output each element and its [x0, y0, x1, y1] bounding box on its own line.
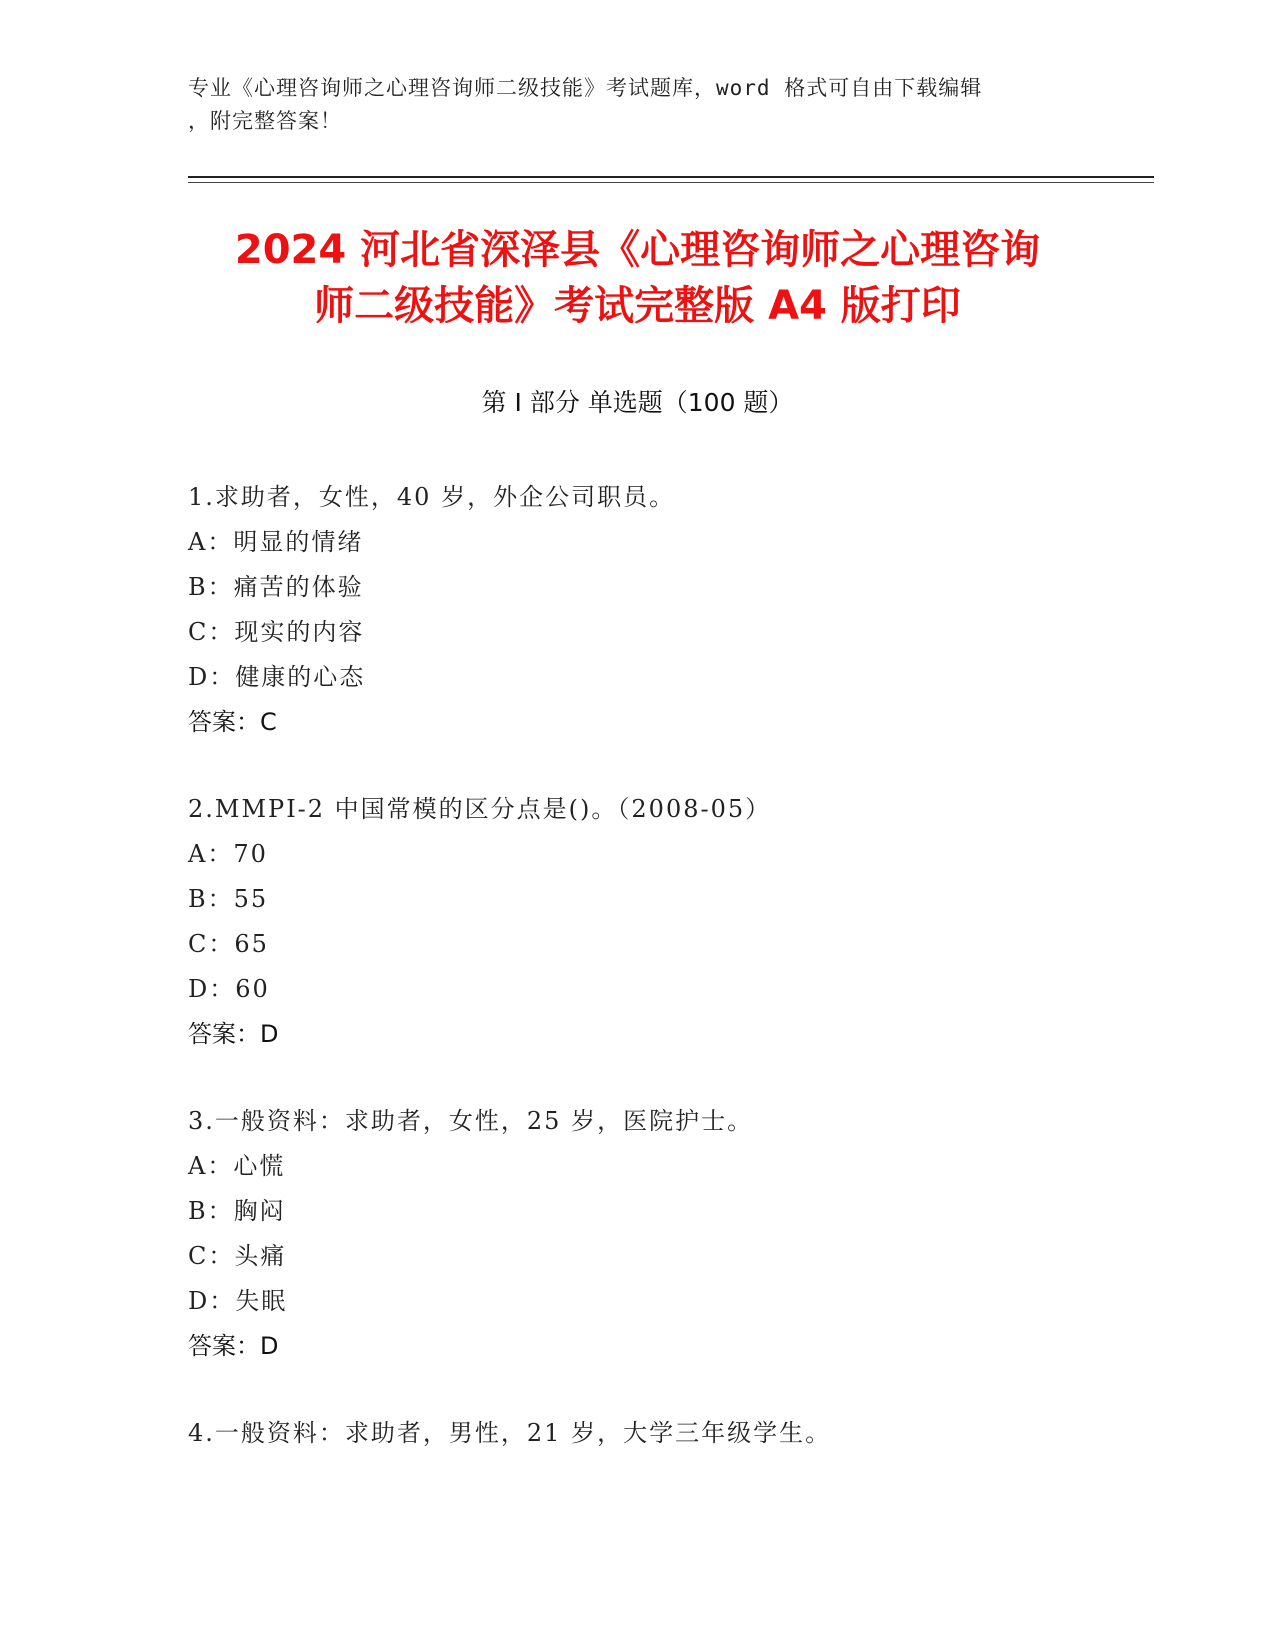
question-option-c: C：现实的内容 [188, 618, 365, 646]
question-item [188, 787, 1148, 1057]
question-item [188, 1411, 1148, 1456]
question-option-a: A：心慌 [188, 1152, 286, 1180]
section-title: 第 I 部分 单选题（100 题） [481, 388, 794, 417]
question-option-a: A：明显的情绪 [188, 528, 364, 556]
document-title-line-2: 师二级技能》考试完整版 A4 版打印 [314, 283, 961, 329]
question-answer: 答案：D [188, 1332, 279, 1360]
question-list [188, 475, 1148, 1498]
question-stem: 1.求助者，女性，40 岁，外企公司职员。 [188, 483, 676, 511]
header-divider-thick [188, 176, 1154, 178]
document-title [140, 222, 1135, 334]
question-answer: 答案：C [188, 708, 277, 736]
question-stem: 3.一般资料：求助者，女性，25 岁，医院护士。 [188, 1107, 754, 1135]
question-option-d: D：60 [188, 975, 270, 1003]
question-stem: 4.一般资料：求助者，男性，21 岁，大学三年级学生。 [188, 1419, 832, 1447]
question-item [188, 1099, 1148, 1369]
question-answer: 答案：D [188, 1020, 279, 1048]
header-note-line-1: 专业《心理咨询师之心理咨询师二级技能》考试题库，word 格式可自由下载编辑 [188, 76, 983, 100]
question-option-c: C：头痛 [188, 1242, 287, 1270]
question-option-a: A：70 [188, 840, 268, 868]
question-option-b: B：痛苦的体验 [188, 573, 364, 601]
question-option-b: B：胸闷 [188, 1197, 286, 1225]
question-option-d: D：健康的心态 [188, 663, 366, 691]
question-option-c: C：65 [188, 930, 269, 958]
question-stem: 2.MMPI-2 中国常模的区分点是()。（2008-05） [188, 795, 772, 823]
header-divider-thin [188, 182, 1154, 183]
question-item [188, 475, 1148, 745]
header-note [188, 72, 1068, 138]
question-option-b: B：55 [188, 885, 269, 913]
document-title-line-1: 2024 河北省深泽县《心理咨询师之心理咨询 [234, 227, 1041, 273]
header-note-line-2: ，附完整答案！ [188, 109, 342, 133]
question-option-d: D：失眠 [188, 1287, 288, 1315]
